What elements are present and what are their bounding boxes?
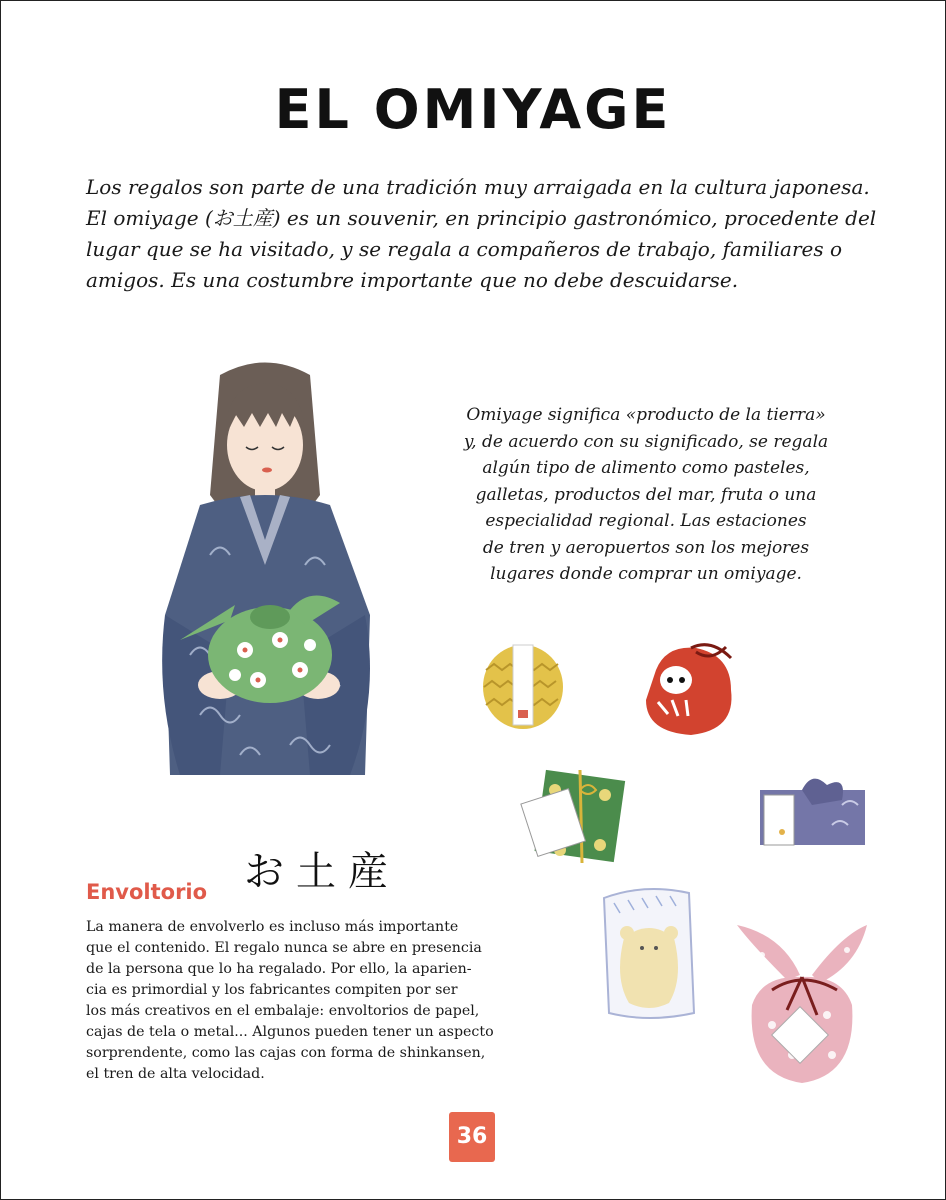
side-line: y, de acuerdo con su significado, se regala [463, 431, 829, 452]
page-title: EL OMIYAGE [274, 78, 672, 141]
intro-line: lugar que se ha visitado, y se regala a compañeros de trabajo, familiares o [86, 237, 843, 261]
body-line: cajas de tela o metal... Algunos pueden tener un aspecto [86, 1024, 494, 1040]
intro-line: amigos. Es una costumbre importante que no debe descuidarse. [86, 268, 739, 292]
side-line: especialidad regional. Las estaciones [485, 511, 807, 531]
intro-line: El omiyage (お土産) es un souvenir, en principio gastronómico, procedente del [86, 206, 877, 230]
side-line: galletas, productos del mar, fruta o una [475, 484, 817, 505]
pink-furoshiki-bundle-illustration [732, 915, 872, 1090]
intro-line: Los regalos son parte de una tradición muy arraigada en la cultura japonesa. [86, 175, 870, 199]
body-line: que el contenido. El regalo nunca se abre en presencia [86, 940, 482, 956]
woman-kimono-illustration [140, 355, 390, 785]
body-line: de la persona que lo ha regalado. Por ello, la aparien- [86, 961, 472, 977]
section-title-envoltorio: Envoltorio [86, 880, 208, 904]
body-line: el tren de alta velocidad. [86, 1066, 265, 1082]
body-line: sorprendente, como las cajas con forma de shinkansen, [86, 1045, 486, 1061]
envoltorio-paragraph [86, 917, 498, 1085]
body-line: La manera de envolverlo es incluso más importante [86, 919, 459, 935]
side-line: algún tipo de alimento como pasteles, [482, 458, 810, 478]
side-line: lugares donde comprar un omiyage. [490, 564, 802, 584]
side-line: de tren y aeropuertos son los mejores [482, 537, 810, 558]
bear-biscuit-bag-illustration [594, 878, 704, 1028]
omiyage-kanji: お土産 [244, 849, 400, 895]
body-line: los más creativos en el embalaje: envoltorios de papel, [86, 1003, 480, 1019]
intro-paragraph [86, 172, 877, 296]
blue-furoshiki-package-illustration [752, 770, 872, 850]
red-daruma-box-illustration [636, 640, 746, 740]
body-line: cia es primordial y los fabricantes compiten por ser [86, 982, 458, 998]
page-number: 36 [449, 1112, 495, 1162]
yellow-round-box-illustration [478, 635, 568, 735]
side-paragraph [436, 402, 856, 588]
green-package-illustration [520, 765, 630, 865]
side-line: Omiyage significa «producto de la tierra» [466, 405, 826, 425]
